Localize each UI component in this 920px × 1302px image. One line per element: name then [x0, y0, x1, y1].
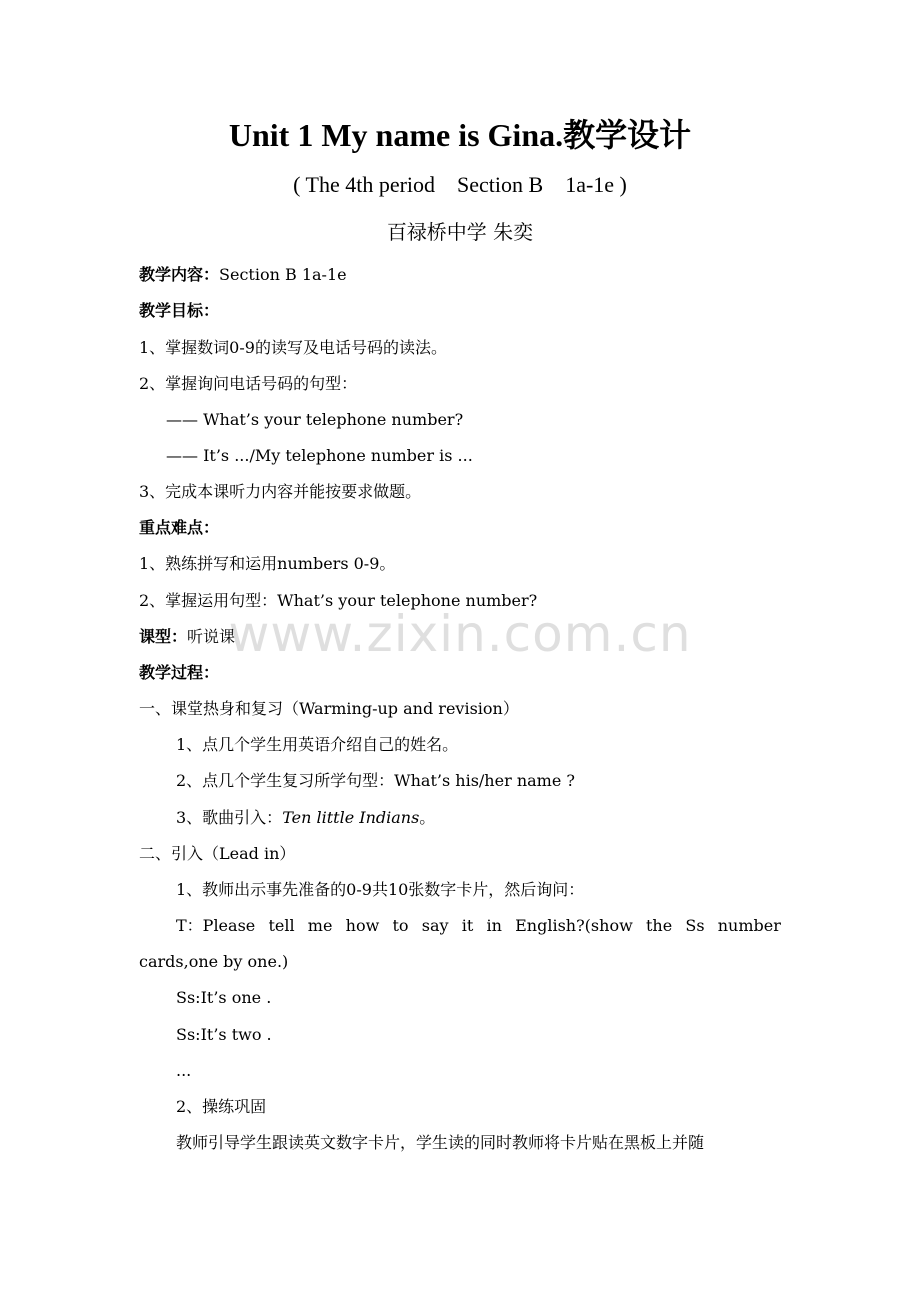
- process-heading: 教学过程：: [139, 663, 220, 682]
- teacher-line-word: me: [307, 916, 333, 935]
- song-title: Ten little Indians: [282, 808, 420, 827]
- part1-step-3: [176, 808, 781, 828]
- teacher-line-continued: cards,one by one.): [139, 952, 289, 971]
- watermark: www.zixin.com.cn: [228, 605, 692, 663]
- student-reply-2: Ss:It’s two .: [176, 1025, 272, 1044]
- teacher-line-word: how: [345, 916, 380, 935]
- part1-step-3-suffix: 。: [419, 808, 436, 827]
- teacher-line-word: T：Please: [176, 916, 256, 935]
- content-label: 教学内容：: [139, 265, 220, 284]
- part2-step-1: 1、教师出示事先准备的0-9共10张数字卡片，然后询问：: [176, 880, 585, 899]
- teacher-line-word: Ss: [685, 916, 705, 935]
- teacher-line-word: the: [645, 916, 673, 935]
- part1-step-2: 2、点几个学生复习所学句型：What’s his/her name ?: [176, 771, 575, 790]
- author: 百禄桥中学 朱奕: [386, 220, 534, 244]
- objective-3: 3、完成本课听力内容并能按要求做题。: [139, 482, 422, 501]
- part1-step-3-prefix: 3、歌曲引入：: [176, 808, 283, 827]
- teacher-line: [176, 916, 781, 936]
- lesson-type-label: 课型：: [139, 627, 188, 646]
- document-subtitle: ( The 4th period Section B 1a-1e ): [293, 172, 627, 197]
- lesson-type-value: 听说课: [187, 627, 236, 646]
- teacher-line-word: it: [461, 916, 474, 935]
- teacher-line-word: to: [392, 916, 409, 935]
- part2-step-2-text: 教师引导学生跟读英文数字卡片，学生读的同时教师将卡片贴在黑板上并随: [176, 1133, 705, 1152]
- content-value: Section B 1a-1e: [219, 265, 347, 284]
- objectives-heading: 教学目标：: [139, 301, 220, 320]
- part1-step-1: 1、点几个学生用英语介绍自己的姓名。: [176, 735, 459, 754]
- objective-question: —— What’s your telephone number?: [166, 410, 464, 429]
- teacher-line-word: number: [717, 916, 781, 935]
- objective-1: 1、掌握数词0-9的读写及电话号码的读法。: [139, 338, 447, 357]
- teacher-line-word: in: [486, 916, 502, 935]
- key-points-heading: 重点难点：: [139, 518, 220, 537]
- document-title: Unit 1 My name is Gina.教学设计: [228, 117, 692, 153]
- teacher-line-word: say: [421, 916, 449, 935]
- part2-heading: 二、引入（Lead in）: [139, 844, 296, 863]
- teacher-line-word: English?(show: [515, 916, 633, 935]
- objective-2: 2、掌握询问电话号码的句型：: [139, 374, 358, 393]
- student-reply-1: Ss:It’s one .: [176, 988, 272, 1007]
- part2-step-2: 2、操练巩固: [176, 1097, 267, 1116]
- teacher-line-word: tell: [268, 916, 295, 935]
- objective-answer: —— It’s .../My telephone number is ...: [166, 446, 473, 465]
- content-line: [139, 265, 781, 285]
- ellipsis: ...: [176, 1061, 192, 1080]
- lesson-type-line: [139, 627, 781, 647]
- key-point-1: 1、熟练拼写和运用numbers 0-9。: [139, 554, 396, 573]
- key-point-2: 2、掌握运用句型：What’s your telephone number?: [139, 591, 538, 610]
- part1-heading: 一、课堂热身和复习（Warming-up and revision）: [139, 699, 519, 718]
